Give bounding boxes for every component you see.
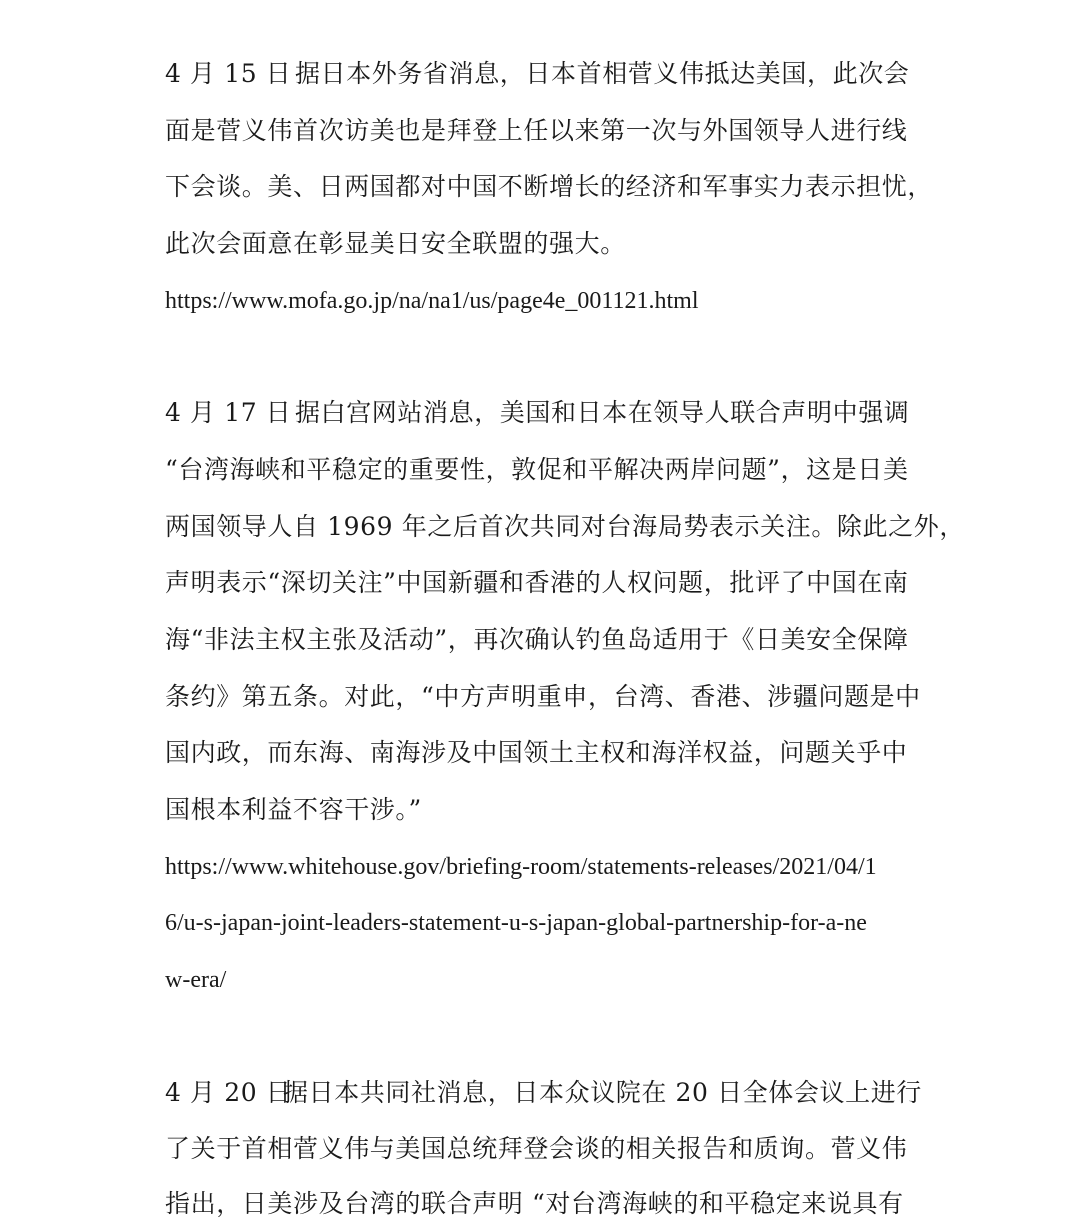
entry-2-date: 4 月 17 日 xyxy=(165,398,292,427)
entry-2-line-7: 国内政，而东海、南海涉及中国领土主权和海洋权益，问题关乎中 xyxy=(165,738,908,767)
entry-2-line-1 xyxy=(165,393,925,433)
entry-1-line-3: 下会谈。美、日两国都对中国不断增长的经济和军事实力表示担忧， xyxy=(165,172,934,201)
entry-3-date: 4 月 20 日 xyxy=(165,1078,292,1107)
entry-2-line-3: 两国领导人自 1969 年之后首次共同对台海局势表示关注。除此之外， xyxy=(165,512,965,541)
entry-1-date: 4 月 15 日 xyxy=(165,59,292,88)
entry-2-url-link-3[interactable]: w-era/ xyxy=(165,967,227,993)
entry-2-line-2: “台湾海峡和平稳定的重要性，敦促和平解决两岸问题”，这是日美 xyxy=(165,455,909,484)
entry-1-line-1 xyxy=(165,54,925,94)
entry-2-line-6: 条约》第五条。对此，“中方声明重申，台湾、香港、涉疆问题是中 xyxy=(165,682,921,711)
entry-1-line-2: 面是菅义伟首次访美也是拜登上任以来第一次与外国领导人进行线 xyxy=(165,116,908,145)
entry-1-line-4: 此次会面意在彰显美日安全联盟的强大。 xyxy=(165,229,626,258)
entry-1-url-link[interactable]: https://www.mofa.go.jp/na/na1/us/page4e_001121.html xyxy=(165,288,699,314)
entry-2-line-8: 国根本利益不容干涉。” xyxy=(165,795,422,824)
entry-2-line-4: 声明表示“深切关注”中国新疆和香港的人权问题，批评了中国在南 xyxy=(165,568,909,597)
entry-3-line-1 xyxy=(165,1073,925,1113)
entry-2-url-link-1[interactable]: https://www.whitehouse.gov/briefing-room/statements-releases/2021/04/1 xyxy=(165,854,877,880)
entry-2-line-5: 海“非法主权主张及活动”，再次确认钓鱼岛适用于《日美安全保障 xyxy=(165,625,909,654)
entry-3-line-3: 指出，日美涉及台湾的联合声明 “对台湾海峡的和平稳定来说具有 xyxy=(165,1189,904,1218)
entry-3-text-1: 据日本共同社消息，日本众议院在 20 日全体会议上进行 xyxy=(283,1078,922,1107)
entry-3-line-2: 了关于首相菅义伟与美国总统拜登会谈的相关报告和质询。菅义伟 xyxy=(165,1134,908,1163)
entry-1-text-1: 据日本外务省消息，日本首相菅义伟抵达美国，此次会 xyxy=(295,59,910,88)
entry-2-text-1: 据白宫网站消息，美国和日本在领导人联合声明中强调 xyxy=(295,398,910,427)
entry-2-url-link-2[interactable]: 6/u-s-japan-joint-leaders-statement-u-s-japan-global-partnership-for-a-ne xyxy=(165,910,867,936)
